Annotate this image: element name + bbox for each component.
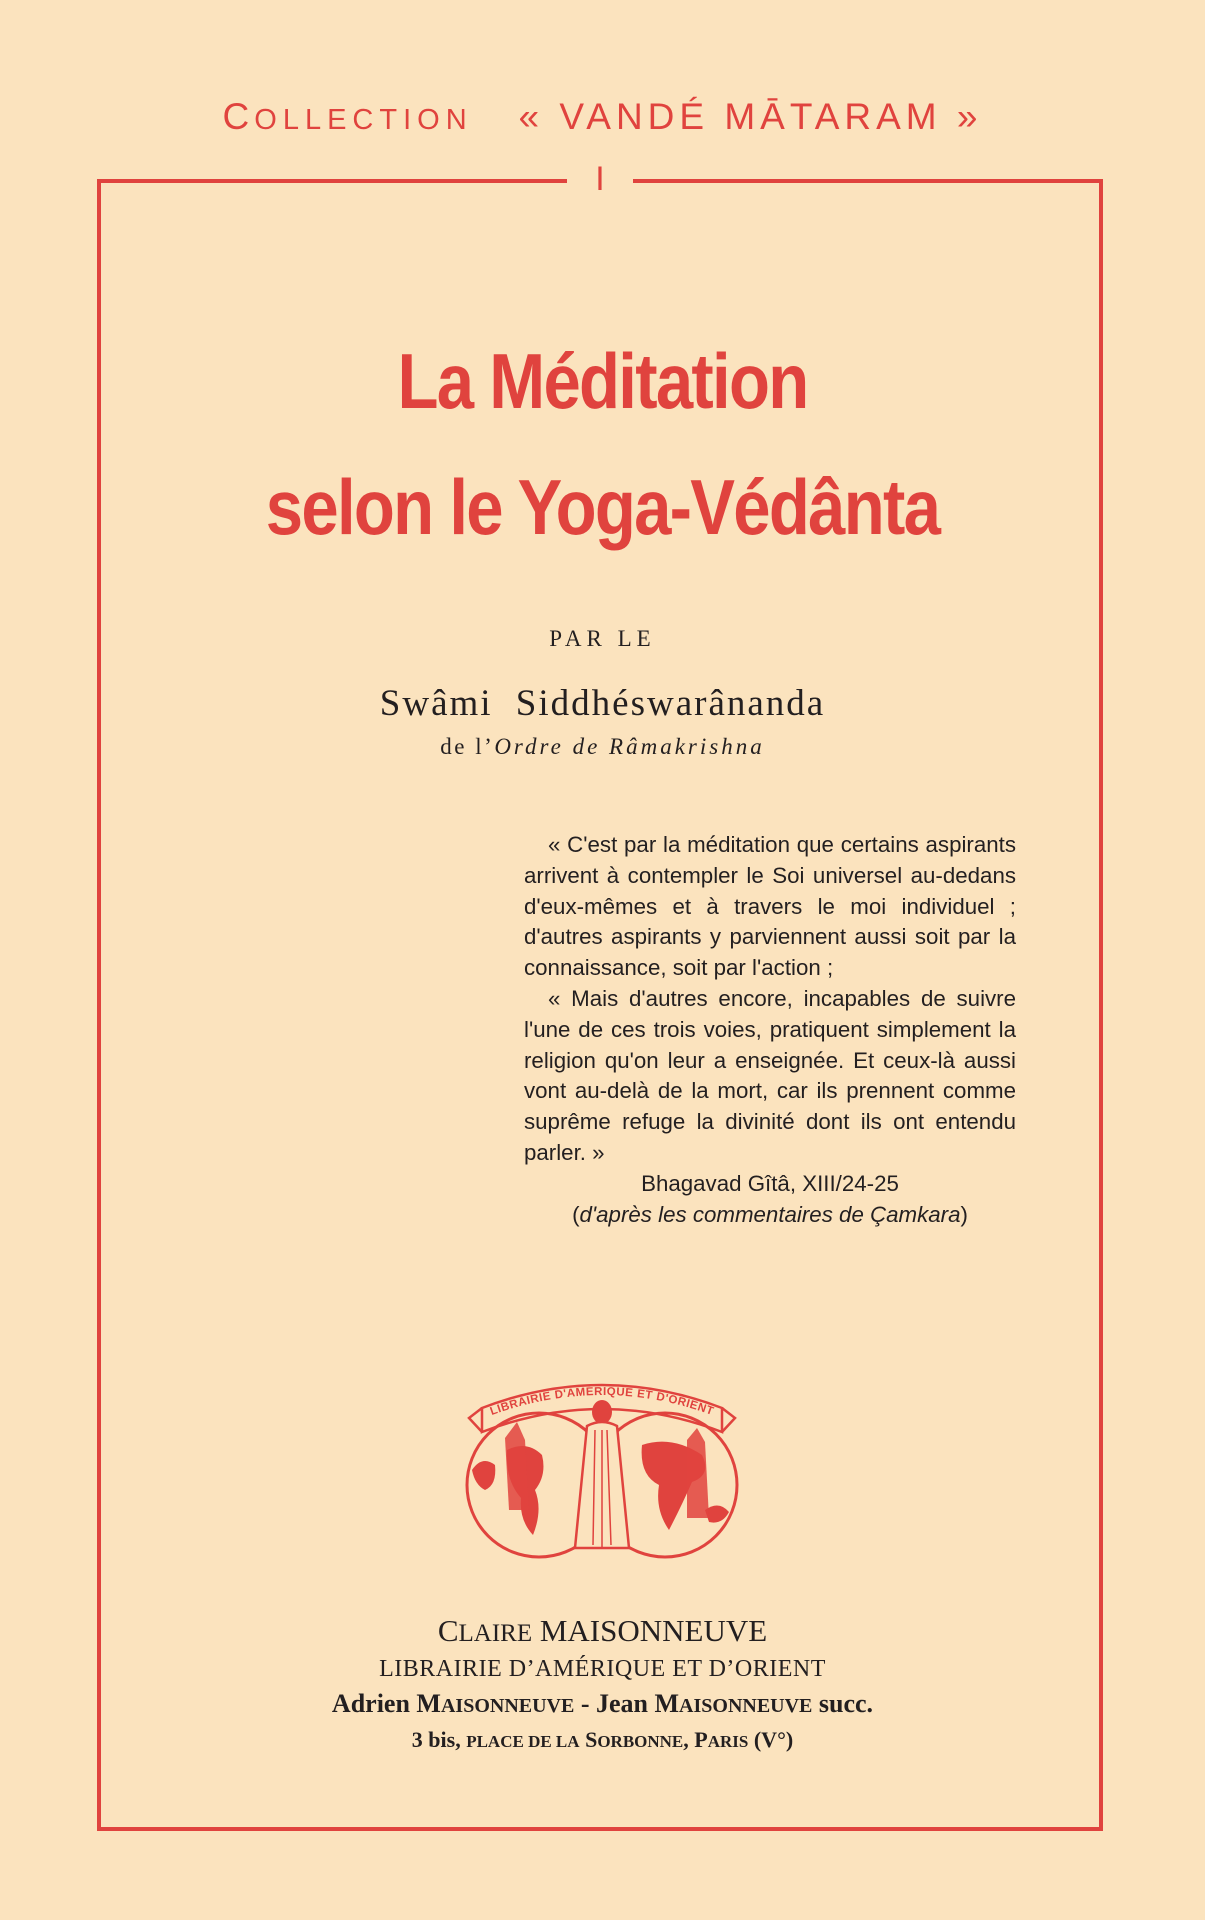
book-title <box>84 318 1120 570</box>
epigraph-paragraph-2: « Mais d'autres encore, incapables de suivre l'une de ces trois voies, pratiquent simplement la religion qu'on leur a enseignée. Et ceux-là aussi vont au-delà de la mort, car ils prennent comme suprême refuge la divinité dont ils ont entendu parler. » <box>524 985 1016 1165</box>
publisher-logo <box>447 1360 757 1560</box>
title-line-2: selon le Yoga-Védânta <box>265 463 940 551</box>
epigraph <box>524 830 1016 1230</box>
author-name: Swâmi Siddhéswarânanda <box>379 683 826 724</box>
volume-number: I <box>595 160 605 198</box>
publisher-address: 3 bis, PLACE DE LA SORBONNE, PARIS (V°) <box>411 1727 794 1752</box>
publisher-house: LIBRAIRIE D’AMÉRIQUE ET D’ORIENT <box>379 1656 826 1682</box>
collection-name: COLLECTION « VANDÉ MĀTARAM » <box>222 96 983 137</box>
publisher-name: CLAIRE MAISONNEUVE <box>437 1613 768 1648</box>
publisher-block <box>0 1613 1205 1758</box>
logo-banner-text: LIBRAIRIE D'AMÉRIQUE ET D'ORIENT <box>488 1385 716 1418</box>
epigraph-source: Bhagavad Gîtâ, XIII/24-25 <box>641 1170 899 1196</box>
epigraph-commentary: (d'après les commentaires de Çamkara) <box>572 1201 968 1227</box>
author-order: de l’Ordre de Râmakrishna <box>440 734 765 759</box>
epigraph-paragraph-1: « C'est par la méditation que certains aspirants arrivent à contempler le Soi universel au-dedans d'eux-mêmes et à travers le moi individuel ; d'autres aspirants y parviennent aussi soit par la connaissance, soit par l'action ; <box>524 832 1016 981</box>
title-line-1: La Méditation <box>397 337 808 425</box>
par-le: PAR LE <box>549 626 656 651</box>
publisher-owners: Adrien MAISONNEUVE - Jean MAISONNEUVE succ. <box>331 1689 874 1718</box>
